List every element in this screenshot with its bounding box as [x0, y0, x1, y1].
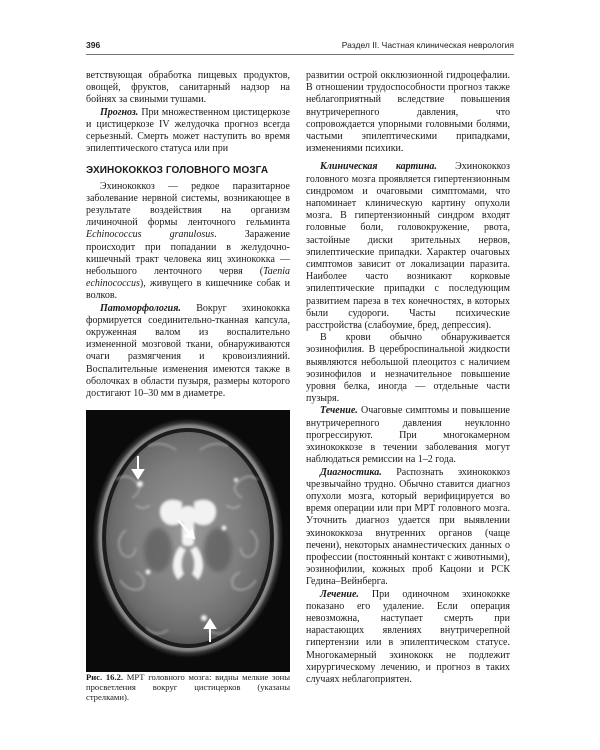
latin-name: Echinococcus granulosus: [86, 229, 215, 241]
figure-caption: [86, 672, 290, 702]
paragraph-continuation: ветствующая обработка пищевых продуктов, овощей, фруктов, санитарный надзор на бойнях за свиными тушами.: [86, 70, 290, 106]
paragraph-intro: [86, 181, 290, 303]
paragraph-text: Вокруг эхинококка формируется соединительно-тканная капсула, окруженная валом из воспалительно измененной мозговой ткани, обнаруживаются очаги размягчения и кровоизлияний. Воспалительные изменения имеются также в оболочках в области пузыря, размеры которого достигают 10–30 мм в диаметре.: [86, 302, 290, 400]
paragraph-text: Распознать эхинококкоз чрезвычайно трудно. Обычно ставится диагноз опухоли мозга, который верифицируется во время операции или при МРТ головного мозга. Уточнить диагноз удается при выявлении эхинококкоза внутренних органов (чаще печени), некоторых анамнестических данных о профессии (постоянный контакт с животными), эозинофилии, кожных проб Кацони и РСК Гедина–Вейнберга.: [306, 466, 510, 588]
run-in-heading: Диагностика.: [320, 466, 382, 478]
mri-brain-image: [86, 410, 290, 672]
right-column: [306, 70, 510, 686]
run-in-heading: Лечение.: [320, 588, 359, 600]
section-title: Раздел II. Частная клиническая неврология: [341, 40, 514, 50]
latin-name: Taenia echinococcus: [86, 266, 290, 290]
mri-figure: [86, 410, 290, 672]
caption-text: МРТ головного мозга: видны мелкие зоны просветления вокруг цистицерков (указаны стрелками).: [86, 672, 290, 703]
paragraph-text: При множественном цистицеркозе и цистицеркозе IV желудочка прогноз всегда серьезный. Смерть может наступить во время эпилептического статуса или при: [86, 106, 290, 155]
paragraph-blood: В крови обычно обнаруживается эозинофилия. В цереброспинальной жидкости выявляются небольшой плеоцитоз с наличием эозинофилов и незначительное повышение уровня белка, иногда — отдельные части пузыря.: [306, 332, 510, 405]
section-heading: ЭХИНОКОККОЗ ГОЛОВНОГО МОЗГА: [86, 165, 269, 177]
page-number: 396: [86, 40, 101, 50]
paragraph-text: При одиночном эхинококке показано его удаление. Если операция невозможна, наступает смерть при нарастающих явлениях внутричерепной гипертензии или в эпилептическом статусе. Многокамерный эхинококк не подлежит хирургическому лечению, и прогноз в таких случаях неблагоприятен.: [306, 588, 510, 685]
run-in-heading: Клиническая картина.: [320, 161, 437, 173]
paragraph-treatment: [306, 589, 510, 687]
figure-label: Рис. 16.2.: [86, 672, 124, 683]
paragraph-diagnostics: [306, 467, 510, 589]
paragraph-course: [306, 405, 510, 466]
paragraph-text: Очаговые симптомы и повышение внутричерепного давления неуклонно прогрессируют. При многокамерном эхинококкозе в течении заболевания могут наблюдаться ремиссии на 1–2 года.: [306, 405, 510, 466]
run-in-heading: Патоморфология.: [100, 302, 181, 314]
paragraph-text: ), живущего в кишечнике собак и волков.: [86, 278, 290, 302]
paragraph-clinical-picture: [306, 161, 510, 332]
left-column: [86, 70, 290, 702]
paragraph-text: . Заражение происходит при попадании в желудочно-кишечный тракт человека яиц эхинококка — небольшого ленточного червя (: [86, 229, 290, 278]
run-in-heading: Прогноз.: [100, 106, 139, 118]
paragraph-pathomorphology: [86, 303, 290, 401]
paragraph-text: Эхинококкоз — редкое паразитарное заболевание нервной системы, возникающее в результате воздействия на организм личиночной формы ленточного гельминта: [86, 180, 290, 229]
paragraph-text: Эхинококкоз головного мозга проявляется гипертензионным синдромом и очаговыми симптомами, что напоминает клиническую картину опухоли мозга. В гипертензионный синдром входят головные боли, головокружение, рвота, застойные диски зрительных нервов, эпилептические припадки. Характер очаговых симптомов зависит от локализации паразита. Наиболее часто возникают корковые эпилептические припадки с последующим развитием пареза в тех конечностях, в которых были судороги. Часты психические расстройства (слабоумие, бред, депрессия).: [306, 161, 510, 332]
paragraph-continuation: развитии острой окклюзионной гидроцефалии. В отношении трудоспособности прогноз также неблагоприятный вследствие повышения внутричерепного давления, что сопровождается упорными головными болями, частыми эпилептическими припадками, изменениями психики.: [306, 70, 510, 155]
run-in-heading: Течение.: [320, 405, 358, 417]
paragraph-prognosis: [86, 107, 290, 156]
running-header: [86, 40, 514, 55]
